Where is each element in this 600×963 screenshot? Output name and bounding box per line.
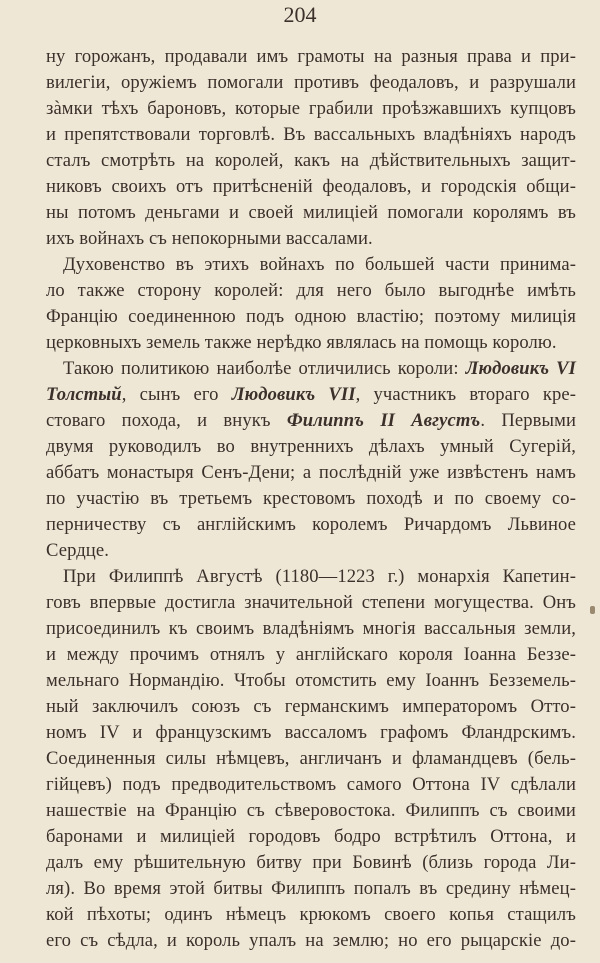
text-run: номъ IV и французскимъ вассаломъ графомъ Фландрскимъ. <box>46 722 576 743</box>
text-line <box>46 720 576 746</box>
italic-name: Людовикъ VII <box>231 384 356 405</box>
text-line <box>46 772 576 798</box>
text-line <box>46 44 576 70</box>
scan-speck <box>590 606 595 614</box>
text-line <box>46 512 576 538</box>
text-run: аббатъ монастыря Сенъ-Дени; а послѣдній уже извѣстенъ намъ <box>46 462 576 483</box>
text-run: Сердце. <box>46 540 109 561</box>
text-run: ихъ войнахъ съ непокорными вассалами. <box>46 228 373 249</box>
text-line <box>46 668 576 694</box>
text-line <box>46 642 576 668</box>
text-line <box>46 278 576 304</box>
text-run: сталъ смотрѣть на королей, какъ на дѣйствительныхъ защит- <box>46 150 576 171</box>
italic-name: Людовикъ VI <box>465 358 576 379</box>
text-run: ля). Во время этой битвы Филиппъ попалъ въ средину нѣмец- <box>46 878 576 899</box>
text-run: по участію въ третьемъ крестовомъ походѣ и по своему со- <box>46 488 576 509</box>
text-line <box>46 564 576 590</box>
text-run: перничеству съ англійскимъ королемъ Ричардомъ Львиное <box>46 514 576 535</box>
text-line <box>46 850 576 876</box>
text-line <box>46 226 576 252</box>
text-line <box>46 148 576 174</box>
text-run: нашествіе на Францію съ сѣверовостока. Филиппъ съ своими <box>46 800 576 821</box>
text-run: . Первыми <box>480 410 576 431</box>
text-run: и между прочимъ отнялъ у англійскаго короля Іоанна Беззе- <box>46 644 576 665</box>
text-run: далъ ему рѣшительную битву при Бовинѣ (близь города Ли- <box>46 852 576 873</box>
italic-name: Филиппъ II Августъ <box>286 410 481 431</box>
text-run: При Филиппѣ Августѣ (1180—1223 г.) монархія Капетин- <box>63 566 576 587</box>
text-run: ну горожанъ, продавали имъ грамоты на разныя права и при- <box>46 46 576 67</box>
text-run: Духовенство въ этихъ войнахъ по большей части принима- <box>63 254 576 275</box>
text-line <box>46 200 576 226</box>
text-run: гійцевъ) подъ предводительствомъ самого Оттона IV сдѣлали <box>46 774 576 795</box>
body-text <box>46 44 576 954</box>
text-run: Францію соединенною подъ одною властію; поэтому милиція <box>46 306 576 327</box>
text-line <box>46 96 576 122</box>
text-run: ный заключилъ союзъ съ германскимъ императоромъ Отто- <box>46 696 576 717</box>
text-run: вилегіи, оружіемъ помогали противъ феодаловъ, и разрушали <box>46 72 576 93</box>
text-run: и препятствовали торговлѣ. Въ вассальныхъ владѣніяхъ народъ <box>46 124 576 145</box>
text-run: его съ сѣдла, и король упалъ на землю; но его рыцарскіе до- <box>46 930 576 951</box>
text-line <box>46 174 576 200</box>
paragraph <box>46 252 576 356</box>
text-line <box>46 408 576 434</box>
text-line <box>46 382 576 408</box>
text-run: , сынъ его <box>121 384 232 405</box>
text-run: кой пѣхоты; одинъ нѣмецъ крюкомъ своего копья стащилъ <box>46 904 576 925</box>
text-line <box>46 798 576 824</box>
text-line <box>46 330 576 356</box>
text-run: двумя руководилъ во внутреннихъ дѣлахъ умный Сугерій, <box>46 436 576 457</box>
text-line <box>46 694 576 720</box>
text-line <box>46 486 576 512</box>
paragraph <box>46 564 576 954</box>
text-line <box>46 590 576 616</box>
paragraph <box>46 44 576 252</box>
text-run: баронами и милиціей городовъ бодро встрѣтилъ Оттона, и <box>46 826 576 847</box>
italic-name: Толстый <box>46 384 122 405</box>
text-run: Соединенныя силы нѣмцевъ, англичанъ и фламандцевъ (бель- <box>46 748 576 769</box>
text-line <box>46 122 576 148</box>
text-run: говъ впервые достигла значительной степени могущества. Онъ <box>46 592 576 613</box>
text-line <box>46 902 576 928</box>
text-run: Такою политикою наиболѣе отличились короли: <box>63 358 466 379</box>
text-run: никовъ своихъ отъ притѣсненій феодаловъ, и городскія общи- <box>46 176 576 197</box>
text-line <box>46 616 576 642</box>
text-run: присоединилъ къ своимъ владѣніямъ многія вассальныя земли, <box>46 618 576 639</box>
text-line <box>46 356 576 382</box>
text-line <box>46 434 576 460</box>
text-run: стоваго похода, и внукъ <box>46 410 287 431</box>
text-run: церковныхъ земель также нерѣдко являлась на помощь королю. <box>46 332 557 353</box>
text-line <box>46 304 576 330</box>
text-run: , участникъ втораго кре- <box>355 384 576 405</box>
paragraph <box>46 356 576 564</box>
text-line <box>46 928 576 954</box>
text-run: мельнаго Нормандію. Чтобы отомстить ему Іоаннъ Безземель- <box>46 670 576 691</box>
text-line <box>46 876 576 902</box>
text-run: зàмки тѣхъ бароновъ, которые грабили проѣзжавшихъ купцовъ <box>46 98 576 119</box>
page-number: 204 <box>283 2 317 27</box>
text-line <box>46 746 576 772</box>
text-line <box>46 252 576 278</box>
text-run: ло также сторону королей: для него было выгоднѣе имѣть <box>46 280 576 301</box>
text-run: ны потомъ деньгами и своей милиціей помогали королямъ въ <box>46 202 576 223</box>
text-line <box>46 538 576 564</box>
text-line <box>46 824 576 850</box>
text-line <box>46 70 576 96</box>
text-line <box>46 460 576 486</box>
